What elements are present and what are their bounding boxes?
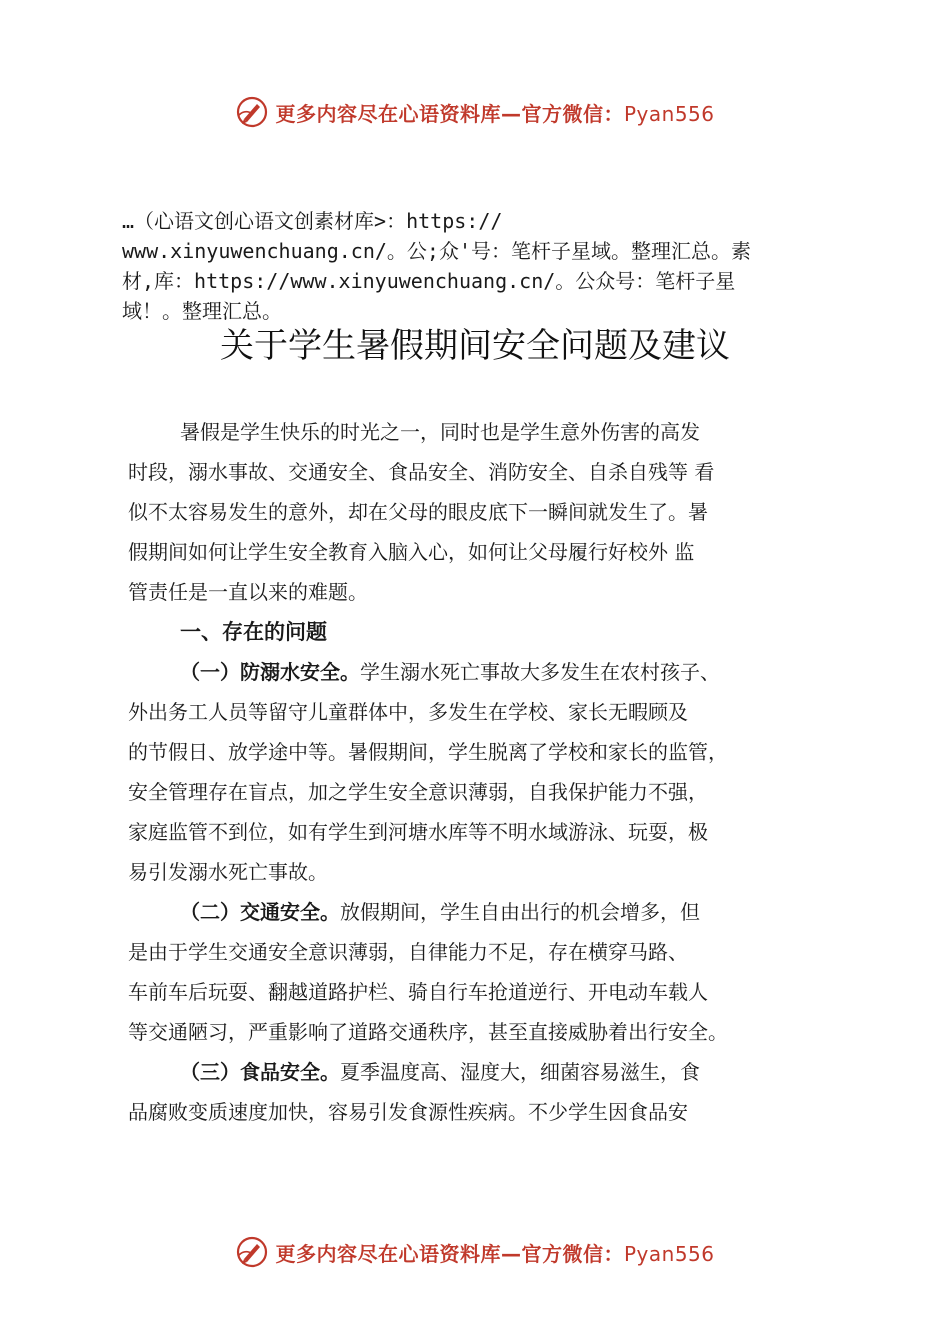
item-first-line bbox=[128, 1052, 854, 1092]
item-lead: （一）防溺水安全。 bbox=[180, 660, 360, 684]
intro-line: 管责任是一直以来的难题。 bbox=[128, 580, 368, 604]
document-body bbox=[128, 412, 854, 1132]
banner-text bbox=[275, 1238, 714, 1267]
header-banner bbox=[0, 92, 950, 132]
prefix-line: 材,库：https://www.xinyuwenchuang.cn/。公众号：笔杆子星 bbox=[122, 269, 736, 293]
pen-logo-icon bbox=[235, 95, 269, 129]
intro-line: 假期间如何让学生安全教育入脑入心，如何让父母履行好校外 监 bbox=[128, 540, 695, 564]
item-first-line bbox=[128, 892, 854, 932]
item-text: 夏季温度高、湿度大，细菌容易滋生，食 bbox=[340, 1060, 700, 1084]
item-line: 家庭监管不到位，如有学生到河塘水库等不明水域游泳、玩耍，极 bbox=[128, 820, 708, 844]
pen-logo-icon bbox=[235, 1235, 269, 1269]
banner-text bbox=[275, 98, 714, 127]
wechat-id: Pyan556 bbox=[623, 1241, 715, 1266]
item-line: 车前车后玩耍、翻越道路护栏、骑自行车抢道逆行、开电动车载人 bbox=[128, 980, 708, 1004]
item-line: 外出务工人员等留守儿童群体中，多发生在学校、家长无暇顾及 bbox=[128, 700, 688, 724]
item-line: 品腐败变质速度加快，容易引发食源性疾病。不少学生因食品安 bbox=[128, 1100, 688, 1124]
item-line: 等交通陋习，严重影响了道路交通秩序，甚至直接威胁着出行安全。 bbox=[128, 1020, 728, 1044]
intro-line: 时段，溺水事故、交通安全、食品安全、消防安全、自杀自残等 看 bbox=[128, 460, 715, 484]
footer-banner bbox=[0, 1232, 950, 1272]
intro-line: 暑假是学生快乐的时光之一，同时也是学生意外伤害的高发 bbox=[180, 420, 700, 444]
prefix-line: …（心语文创心语文创素材库>：https:// bbox=[122, 209, 503, 233]
banner-label: 更多内容尽在心语资料库—官方微信： bbox=[275, 101, 624, 126]
wechat-id: Pyan556 bbox=[623, 101, 715, 126]
item-text: 学生溺水死亡事故大多发生在农村孩子、 bbox=[360, 660, 720, 684]
item-line: 的节假日、放学途中等。暑假期间，学生脱离了学校和家长的监管， bbox=[128, 740, 728, 764]
prefix-line: www.xinyuwenchuang.cn/。公;众'号：笔杆子星域。整理汇总。素 bbox=[122, 239, 751, 263]
item-line: 安全管理存在盲点，加之学生安全意识薄弱，自我保护能力不强， bbox=[128, 780, 708, 804]
section-heading: 一、存在的问题 bbox=[180, 620, 327, 644]
source-prefix bbox=[122, 206, 862, 326]
item-text: 放假期间，学生自由出行的机会增多，但 bbox=[340, 900, 700, 924]
banner-label: 更多内容尽在心语资料库—官方微信： bbox=[275, 1241, 624, 1266]
document-title: 关于学生暑假期间安全问题及建议 bbox=[220, 326, 730, 366]
item-lead: （三）食品安全。 bbox=[180, 1060, 340, 1084]
item-lead: （二）交通安全。 bbox=[180, 900, 340, 924]
item-line: 是由于学生交通安全意识薄弱，自律能力不足，存在横穿马路、 bbox=[128, 940, 688, 964]
item-first-line bbox=[128, 652, 854, 692]
intro-line: 似不太容易发生的意外，却在父母的眼皮底下一瞬间就发生了。暑 bbox=[128, 500, 708, 524]
item-line: 易引发溺水死亡事故。 bbox=[128, 860, 328, 884]
prefix-line: 域！。整理汇总。 bbox=[122, 299, 282, 323]
